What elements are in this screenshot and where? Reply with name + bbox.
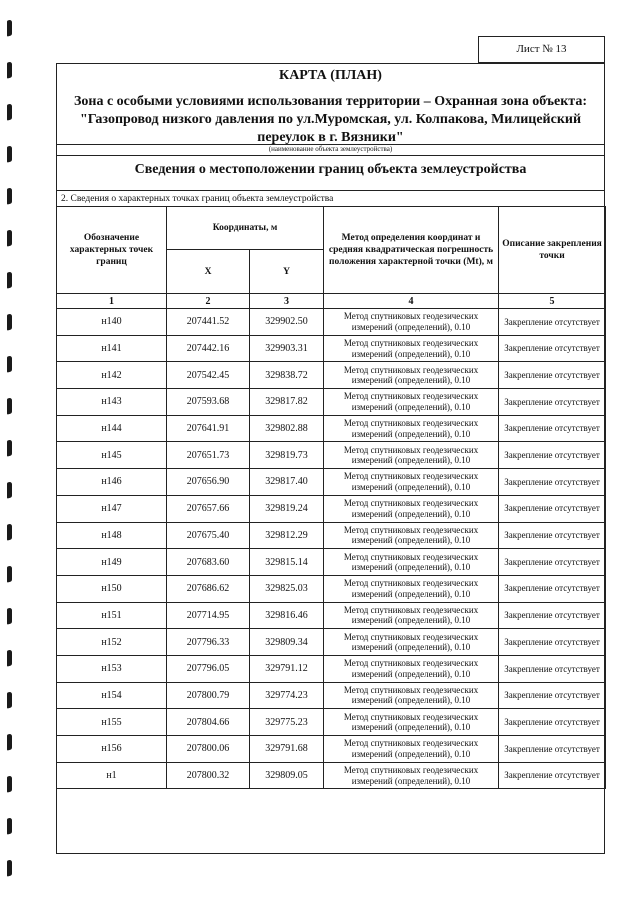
divider-line: [56, 190, 605, 191]
cell-x: 207804.66: [167, 709, 250, 736]
cell-x: 207542.45: [167, 362, 250, 389]
cell-x: 207675.40: [167, 522, 250, 549]
cell-y: 329812.29: [250, 522, 324, 549]
table-row: [57, 415, 606, 442]
table-row: [57, 335, 606, 362]
table-row: [57, 736, 606, 763]
cell-method: Метод спутниковых геодезических измерений (определений), 0.10: [324, 602, 499, 629]
table-row: [57, 522, 606, 549]
cell-description: Закрепление отсутствует: [499, 629, 606, 656]
cell-y: 329819.73: [250, 442, 324, 469]
table-row: [57, 682, 606, 709]
cell-description: Закрепление отсутствует: [499, 389, 606, 416]
cell-x: 207800.06: [167, 736, 250, 763]
cell-x: 207593.68: [167, 389, 250, 416]
map-title: КАРТА (ПЛАН): [279, 68, 382, 83]
cell-method: Метод спутниковых геодезических измерений (определений), 0.10: [324, 495, 499, 522]
cell-x: 207714.95: [167, 602, 250, 629]
cell-point: н155: [57, 709, 167, 736]
cell-description: Закрепление отсутствует: [499, 469, 606, 496]
cell-method: Метод спутниковых геодезических измерений (определений), 0.10: [324, 309, 499, 336]
cell-point: н1: [57, 762, 167, 789]
table-row: [57, 309, 606, 336]
cell-point: н145: [57, 442, 167, 469]
table-row: [57, 442, 606, 469]
cell-x: 207656.90: [167, 469, 250, 496]
cell-method: Метод спутниковых геодезических измерений (определений), 0.10: [324, 736, 499, 763]
column-number: 4: [324, 294, 499, 309]
zone-description: Зона с особыми условиями использования территории – Охранная зона объекта: "Газопровод низкого давления по ул.Муромская, ул. Колпакова, Милицейский переулок в г. Вязники": [73, 94, 588, 145]
cell-point: н146: [57, 469, 167, 496]
cell-method: Метод спутниковых геодезических измерений (определений), 0.10: [324, 762, 499, 789]
cell-x: 207796.05: [167, 655, 250, 682]
cell-description: Закрепление отсутствует: [499, 522, 606, 549]
cell-point: н154: [57, 682, 167, 709]
cell-y: 329809.34: [250, 629, 324, 656]
cell-point: н150: [57, 575, 167, 602]
cell-point: н143: [57, 389, 167, 416]
cell-description: Закрепление отсутствует: [499, 335, 606, 362]
table-subheading: 2. Сведения о характерных точках границ объекта землеустройства: [61, 194, 334, 204]
table-row: [57, 495, 606, 522]
cell-y: 329903.31: [250, 335, 324, 362]
cell-description: Закрепление отсутствует: [499, 736, 606, 763]
cell-description: Закрепление отсутствует: [499, 549, 606, 576]
cell-description: Закрепление отсутствует: [499, 682, 606, 709]
cell-description: Закрепление отсутствует: [499, 602, 606, 629]
cell-point: н149: [57, 549, 167, 576]
cell-y: 329902.50: [250, 309, 324, 336]
cell-description: Закрепление отсутствует: [499, 575, 606, 602]
cell-method: Метод спутниковых геодезических измерений (определений), 0.10: [324, 469, 499, 496]
cell-method: Метод спутниковых геодезических измерений (определений), 0.10: [324, 655, 499, 682]
cell-method: Метод спутниковых геодезических измерений (определений), 0.10: [324, 442, 499, 469]
cell-y: 329825.03: [250, 575, 324, 602]
cell-y: 329775.23: [250, 709, 324, 736]
object-name-caption: (наименование объекта землеустройства): [268, 145, 393, 153]
coordinates-table: [56, 206, 606, 789]
cell-x: 207686.62: [167, 575, 250, 602]
cell-description: Закрепление отсутствует: [499, 442, 606, 469]
cell-method: Метод спутниковых геодезических измерений (определений), 0.10: [324, 709, 499, 736]
table-row: [57, 575, 606, 602]
cell-method: Метод спутниковых геодезических измерений (определений), 0.10: [324, 549, 499, 576]
cell-method: Метод спутниковых геодезических измерений (определений), 0.10: [324, 629, 499, 656]
table-row: [57, 549, 606, 576]
cell-method: Метод спутниковых геодезических измерений (определений), 0.10: [324, 335, 499, 362]
cell-point: н140: [57, 309, 167, 336]
cell-description: Закрепление отсутствует: [499, 495, 606, 522]
divider-line: [56, 155, 605, 156]
cell-y: 329791.12: [250, 655, 324, 682]
table-row: [57, 655, 606, 682]
cell-x: 207796.33: [167, 629, 250, 656]
cell-point: н141: [57, 335, 167, 362]
column-number: 3: [250, 294, 324, 309]
cell-y: 329817.82: [250, 389, 324, 416]
cell-description: Закрепление отсутствует: [499, 709, 606, 736]
cell-point: н147: [57, 495, 167, 522]
cell-point: н152: [57, 629, 167, 656]
cell-y: 329817.40: [250, 469, 324, 496]
table-body: [57, 309, 606, 789]
header-coordinates: Координаты, м: [167, 207, 324, 250]
cell-point: н148: [57, 522, 167, 549]
header-description: Описание закрепления точки: [499, 207, 606, 294]
column-number: 2: [167, 294, 250, 309]
table-row: [57, 362, 606, 389]
cell-description: Закрепление отсутствует: [499, 415, 606, 442]
cell-method: Метод спутниковых геодезических измерений (определений), 0.10: [324, 362, 499, 389]
cell-description: Закрепление отсутствует: [499, 362, 606, 389]
cell-x: 207651.73: [167, 442, 250, 469]
column-number: 5: [499, 294, 606, 309]
column-number: 1: [57, 294, 167, 309]
cell-x: 207442.16: [167, 335, 250, 362]
cell-y: 329774.23: [250, 682, 324, 709]
table-row: [57, 709, 606, 736]
cell-point: н142: [57, 362, 167, 389]
header-y: Y: [250, 250, 324, 294]
cell-x: 207800.79: [167, 682, 250, 709]
cell-y: 329791.68: [250, 736, 324, 763]
table-row: [57, 629, 606, 656]
cell-description: Закрепление отсутствует: [499, 655, 606, 682]
header-x: X: [167, 250, 250, 294]
cell-method: Метод спутниковых геодезических измерений (определений), 0.10: [324, 575, 499, 602]
table-row: [57, 469, 606, 496]
header-method: Метод определения координат и средняя квадратическая погрешность положения характерной точки (Mt), м: [324, 207, 499, 294]
cell-x: 207441.52: [167, 309, 250, 336]
header-point: Обозначение характерных точек границ: [57, 207, 167, 294]
cell-point: н151: [57, 602, 167, 629]
cell-point: н153: [57, 655, 167, 682]
cell-method: Метод спутниковых геодезических измерений (определений), 0.10: [324, 682, 499, 709]
cell-y: 329809.05: [250, 762, 324, 789]
cell-y: 329819.24: [250, 495, 324, 522]
table-row: [57, 762, 606, 789]
cell-method: Метод спутниковых геодезических измерений (определений), 0.10: [324, 389, 499, 416]
binding-holes: [4, 0, 20, 905]
cell-description: Закрепление отсутствует: [499, 762, 606, 789]
cell-y: 329815.14: [250, 549, 324, 576]
cell-point: н144: [57, 415, 167, 442]
cell-x: 207683.60: [167, 549, 250, 576]
cell-point: н156: [57, 736, 167, 763]
cell-method: Метод спутниковых геодезических измерений (определений), 0.10: [324, 415, 499, 442]
cell-y: 329816.46: [250, 602, 324, 629]
table-row: [57, 602, 606, 629]
cell-y: 329802.88: [250, 415, 324, 442]
cell-x: 207641.91: [167, 415, 250, 442]
section-title: Сведения о местоположении границ объекта землеустройства: [134, 162, 527, 177]
cell-x: 207800.32: [167, 762, 250, 789]
sheet-number: Лист № 13: [478, 36, 605, 63]
table-row: [57, 389, 606, 416]
cell-x: 207657.66: [167, 495, 250, 522]
cell-y: 329838.72: [250, 362, 324, 389]
cell-description: Закрепление отсутствует: [499, 309, 606, 336]
cell-method: Метод спутниковых геодезических измерений (определений), 0.10: [324, 522, 499, 549]
